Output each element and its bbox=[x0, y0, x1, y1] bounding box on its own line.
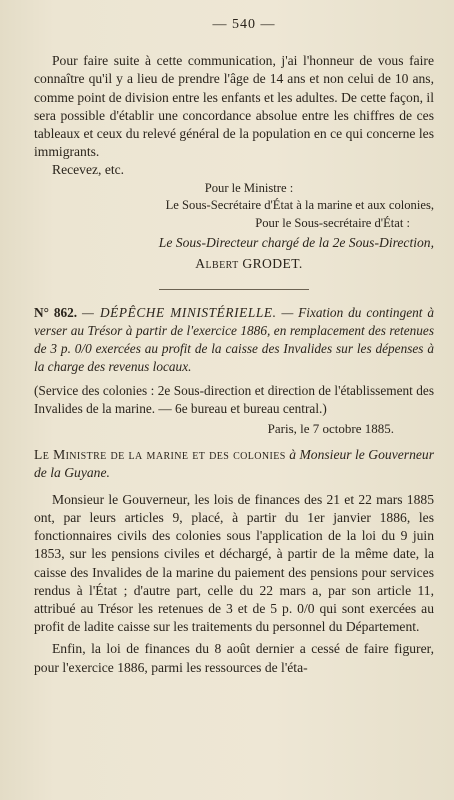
section-divider bbox=[159, 289, 309, 290]
service-note: (Service des colonies : 2e Sous-direction et direction de l'établissement des Invalides de la marine. — 6e bureau et bureau central.) bbox=[34, 382, 434, 416]
signature-line-1: Pour le Ministre : bbox=[204, 180, 294, 195]
page-number: — 540 — bbox=[212, 17, 276, 32]
minister-heading bbox=[34, 446, 434, 483]
body-paragraph-2: Enfin, la loi de finances du 8 août dernier a cessé de faire figurer, pour l'exercice 1886, parmi les ressources de l'éta- bbox=[34, 641, 434, 675]
closing-formula: Recevez, etc. bbox=[52, 162, 125, 178]
depeche-number: N° 862. bbox=[34, 304, 78, 320]
signatory-name: Albert GRODET. bbox=[195, 255, 303, 271]
depeche-header bbox=[34, 304, 434, 376]
signature-line-2: Le Sous-Secrétaire d'État à la marine et aux colonies, bbox=[165, 198, 434, 213]
signature-line-4: Le Sous-Directeur chargé de la 2e Sous-Direction, bbox=[158, 235, 434, 251]
letter-paragraph: Pour faire suite à cette communication, j'ai l'honneur de vous faire connaître qu'il y a lieu de prendre l'âge de 14 ans et non celui de 10 ans, comme point de division entre les enfants et les adultes. De cette façon, il sera possible d'établir une concordance absolue entre les chiffres de ces tableaux et ceux du relevé général de la population en ce qui concerne les immigrants. bbox=[34, 53, 434, 160]
minister-to: à Monsieur le Gouverneur de la Guyane. bbox=[34, 447, 434, 481]
depeche-summary: — Fixation du contingent à verser au Trésor à partir de l'exercice 1886, en remplacement des retenues de 3 p. 0/0 exercées au profit de la caisse des Invalides sur les dépenses à la charge des revenus locaux. bbox=[34, 304, 435, 374]
depeche-kind: — DÉPÊCHE MINISTÉRIELLE. bbox=[82, 304, 277, 320]
minister-from: Le Ministre de la marine et des colonies bbox=[34, 447, 286, 463]
body-paragraph-1: Monsieur le Gouverneur, les lois de finances des 21 et 22 mars 1885 ont, par leurs articles 9, placé, à partir du 1er janvier 1886, les fonctionnaires civils des colonies sous l'application de la loi du 9 juin 1853, sur les pensions civiles et déchargé, à partir de la même date, la caisse des Invalides de la marine du paiement des pensions pour services rendus à l'État ; d'autre part, celle du 22 mars a, par son article 11, attribué au Trésor les retenues de 3 et de 5 p. 0/0 qui sont exercées au profit de ladite caisse sur les traitements du personnel du Département. bbox=[34, 491, 434, 635]
letter-date: Paris, le 7 octobre 1885. bbox=[267, 420, 394, 436]
signature-line-3: Pour le Sous-secrétaire d'État : bbox=[255, 215, 410, 230]
signature-block bbox=[34, 180, 434, 273]
